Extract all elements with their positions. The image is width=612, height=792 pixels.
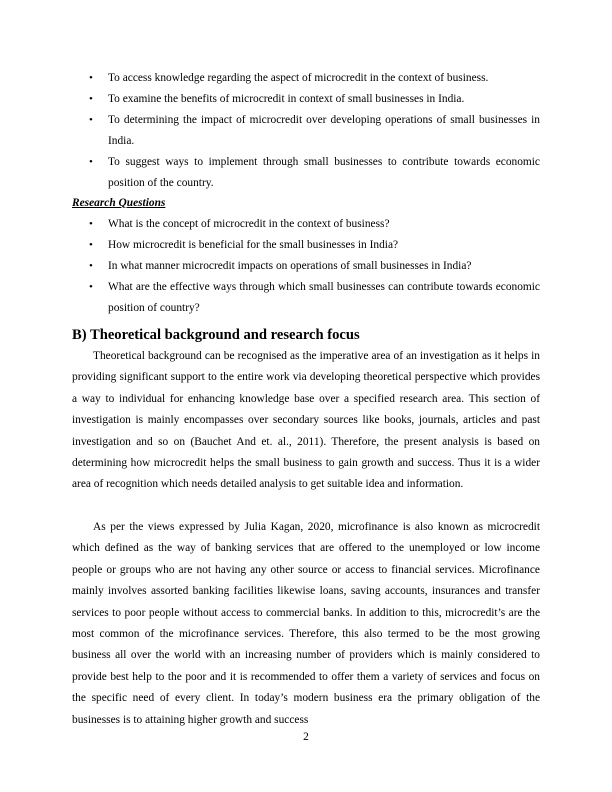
bullet-icon: • bbox=[89, 114, 93, 126]
list-item bbox=[72, 256, 540, 277]
list-item-text: To determining the impact of microcredit over developing operations of small businesses in India. bbox=[108, 114, 540, 147]
bullet-icon: • bbox=[89, 72, 93, 84]
list-item bbox=[72, 277, 540, 319]
list-item-text: In what manner microcredit impacts on operations of small businesses in India? bbox=[108, 260, 472, 272]
list-item-text: What is the concept of microcredit in the context of business? bbox=[108, 218, 390, 230]
list-item bbox=[72, 214, 540, 235]
bullet-icon: • bbox=[89, 156, 93, 168]
list-item-text: To access knowledge regarding the aspect of microcredit in the context of business. bbox=[108, 72, 489, 84]
bullet-icon: • bbox=[89, 93, 93, 105]
objectives-list bbox=[72, 68, 540, 194]
list-item-text: What are the effective ways through which small businesses can contribute towards economic position of country? bbox=[108, 281, 540, 314]
bullet-icon: • bbox=[89, 260, 93, 272]
list-item-text: How microcredit is beneficial for the small businesses in India? bbox=[108, 239, 399, 251]
list-item bbox=[72, 152, 540, 194]
bullet-icon: • bbox=[89, 218, 93, 230]
body-paragraph: Theoretical background can be recognised as the imperative area of an investigation as it helps in providing significant support to the entire work via developing theoretical perspective which provides a way to individual for enhancing knowledge base over a specified research area. This section of investigation is mainly encompasses over secondary sources like books, journals, articles and past investigation and so on (Bauchet And et. al., 2011). Therefore, the present analysis is based on determining how microcredit helps the small business to gain growth and success. Thus it is a wider area of recognition which needs detailed analysis to get suitable idea and information. bbox=[72, 350, 540, 491]
list-item bbox=[72, 68, 540, 89]
list-item-text: To suggest ways to implement through small businesses to contribute towards economic position of the country. bbox=[108, 156, 540, 189]
research-questions-list bbox=[72, 214, 540, 319]
section-heading: B) Theoretical background and research focus bbox=[72, 327, 360, 343]
bullet-icon: • bbox=[89, 281, 93, 293]
body-paragraph: As per the views expressed by Julia Kagan, 2020, microfinance is also known as microcredit which defined as the way of banking services that are offered to the unemployed or low income people or groups who are not having any other source or access to financial services. Microfinance mainly involves assorted banking facilities likewise loans, saving accounts, insurances and transfer services to poor people without access to commercial banks. In addition to this, microcredit’s are the most common of the microfinance services. Therefore, this also termed to be the most growing business all over the world with an increasing number of providers which is mainly considered to provide best help to the poor and it is recommended to offer them a variety of services and focus on the specific need of every client. In today’s modern business era the primary obligation of the businesses is to attaining higher growth and success bbox=[72, 521, 540, 726]
research-questions-heading: Research Questions bbox=[72, 197, 166, 209]
list-item bbox=[72, 110, 540, 152]
list-item bbox=[72, 89, 540, 110]
list-item bbox=[72, 235, 540, 256]
bullet-icon: • bbox=[89, 239, 93, 251]
list-item-text: To examine the benefits of microcredit in context of small businesses in India. bbox=[108, 93, 465, 105]
page-number: 2 bbox=[303, 731, 309, 743]
